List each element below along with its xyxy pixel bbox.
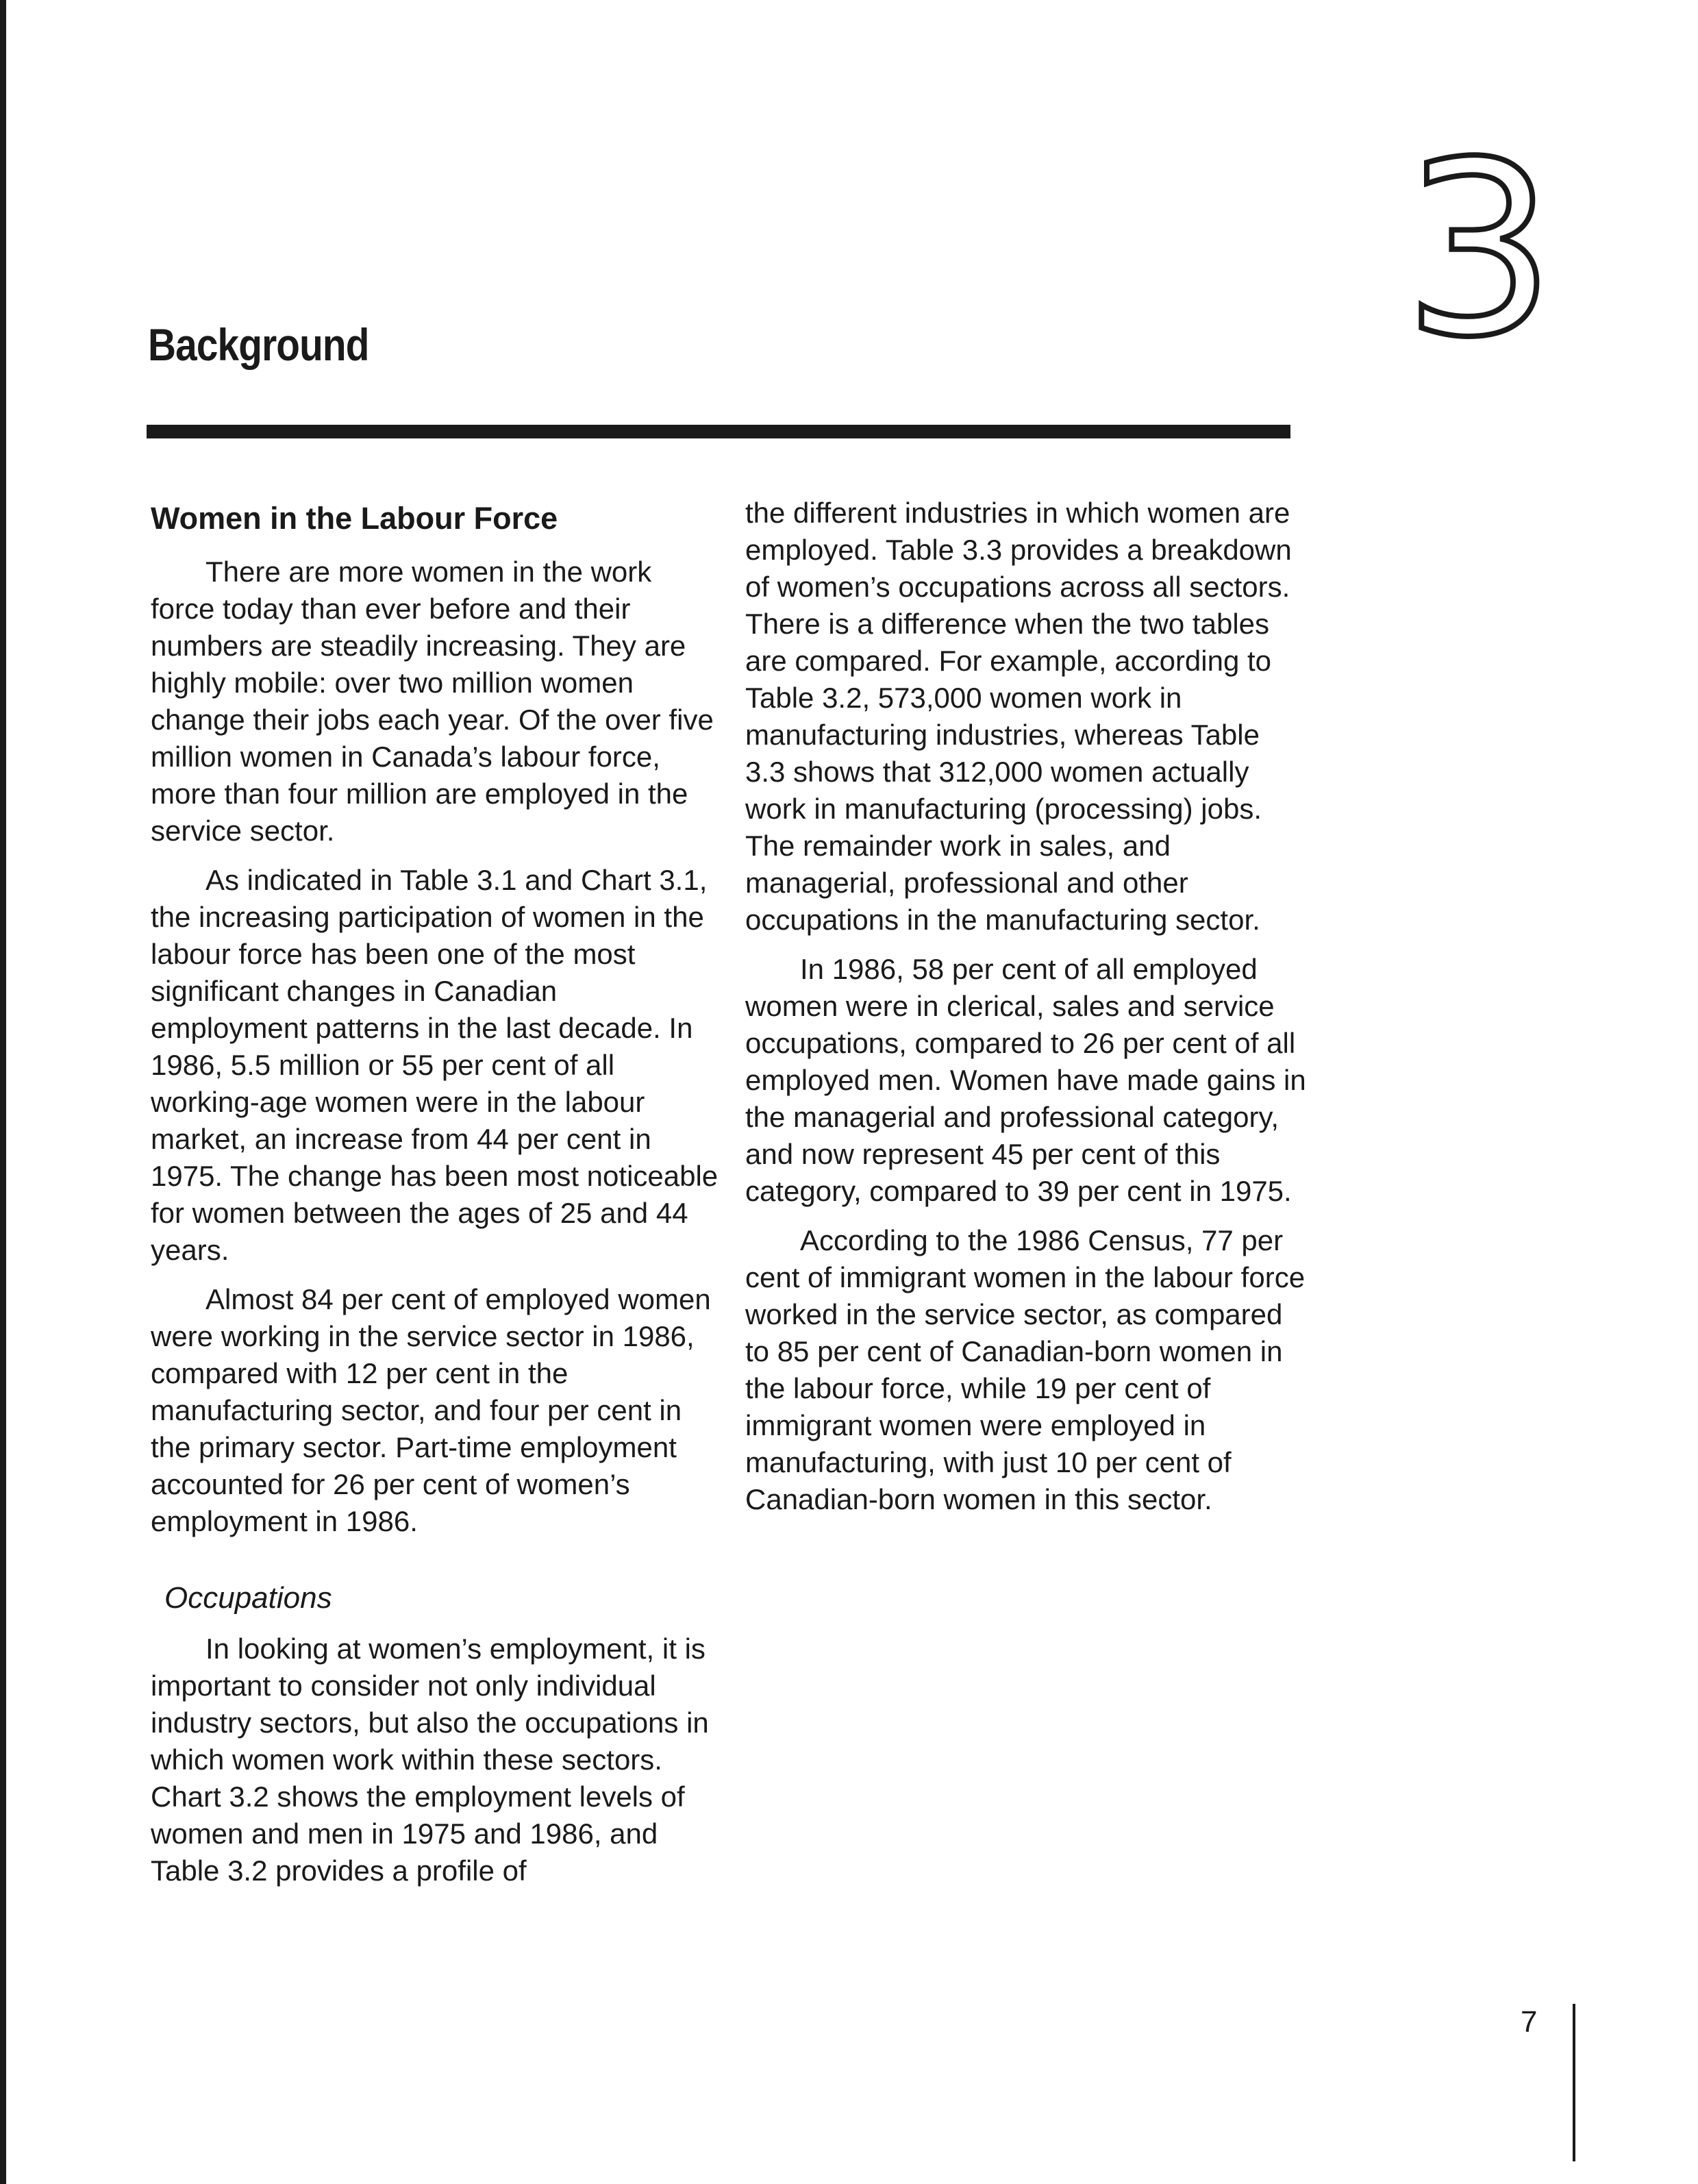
body-paragraph: In looking at women’s employment, it is important to consider not only individual industry sectors, but also the occupations in which women work within these sectors. Chart 3.2 shows the employment levels of women and men in 1975 and 1986, and Table 3.2 provides a profile of [151,1633,709,1887]
body-paragraph-continued: the different industries in which women are employed. Table 3.3 provides a breakdown of women’s occupations across all sectors. There is a difference when the two tables are compared. For example, according to Table 3.2, 573,000 women work in manufacturing industries, whereas Table 3.3 shows that 312,000 women actually work in manufacturing (processing) jobs. The remainder work in sales, and managerial, professional and other occupations in the manufacturing sector. [745,497,1292,936]
page-title: Background [148,319,369,370]
subsection-heading: Occupations [164,1581,332,1615]
body-paragraph: Almost 84 per cent of employed women were working in the service sector in 1986, compared with 12 per cent in the manufacturing sector, and four per cent in the primary sector. Part-time employment accounted for 26 per cent of women’s employment in 1986. [151,1283,711,1537]
title-divider [147,425,1290,438]
body-paragraph: As indicated in Table 3.1 and Chart 3.1, the increasing participation of women in the labour force has been one of the most significant changes in Canadian employment patterns in the last decade. In 1986, 5.5 million or 55 per cent of all working-age women were in the labour market, an increase from 44 per cent in 1975. The change has been most noticeable for women between the ages of 25 and 44 years. [151,864,719,1266]
page-left-edge [0,0,6,2184]
chapter-number: 3 [1403,110,1556,390]
left-column [151,497,719,1902]
page-number: 7 [1521,2005,1538,2039]
body-paragraph: According to the 1986 Census, 77 per cent of immigrant women in the labour force worked in the service sector, as compared to 85 per cent of Canadian-born women in the labour force, while 19 per cent of immigrant women were employed in manufacturing, with just 10 per cent of Canadian-born women in this sector. [745,1224,1306,1515]
body-paragraph: There are more women in the work force today than ever before and their numbers are steadily increasing. They are highly mobile: over two million women change their jobs each year. Of the over five million women in Canada’s labour force, more than four million are employed in the service sector. [151,556,714,847]
body-paragraph: In 1986, 58 per cent of all employed women were in clerical, sales and service occupations, compared to 26 per cent of all employed men. Women have made gains in the managerial and professional category, and now represent 45 per cent of this category, compared to 39 per cent in 1975. [745,953,1306,1207]
page-number-rule [1573,2004,1575,2161]
section-heading: Women in the Labour Force [151,501,558,536]
right-column [745,495,1307,1530]
